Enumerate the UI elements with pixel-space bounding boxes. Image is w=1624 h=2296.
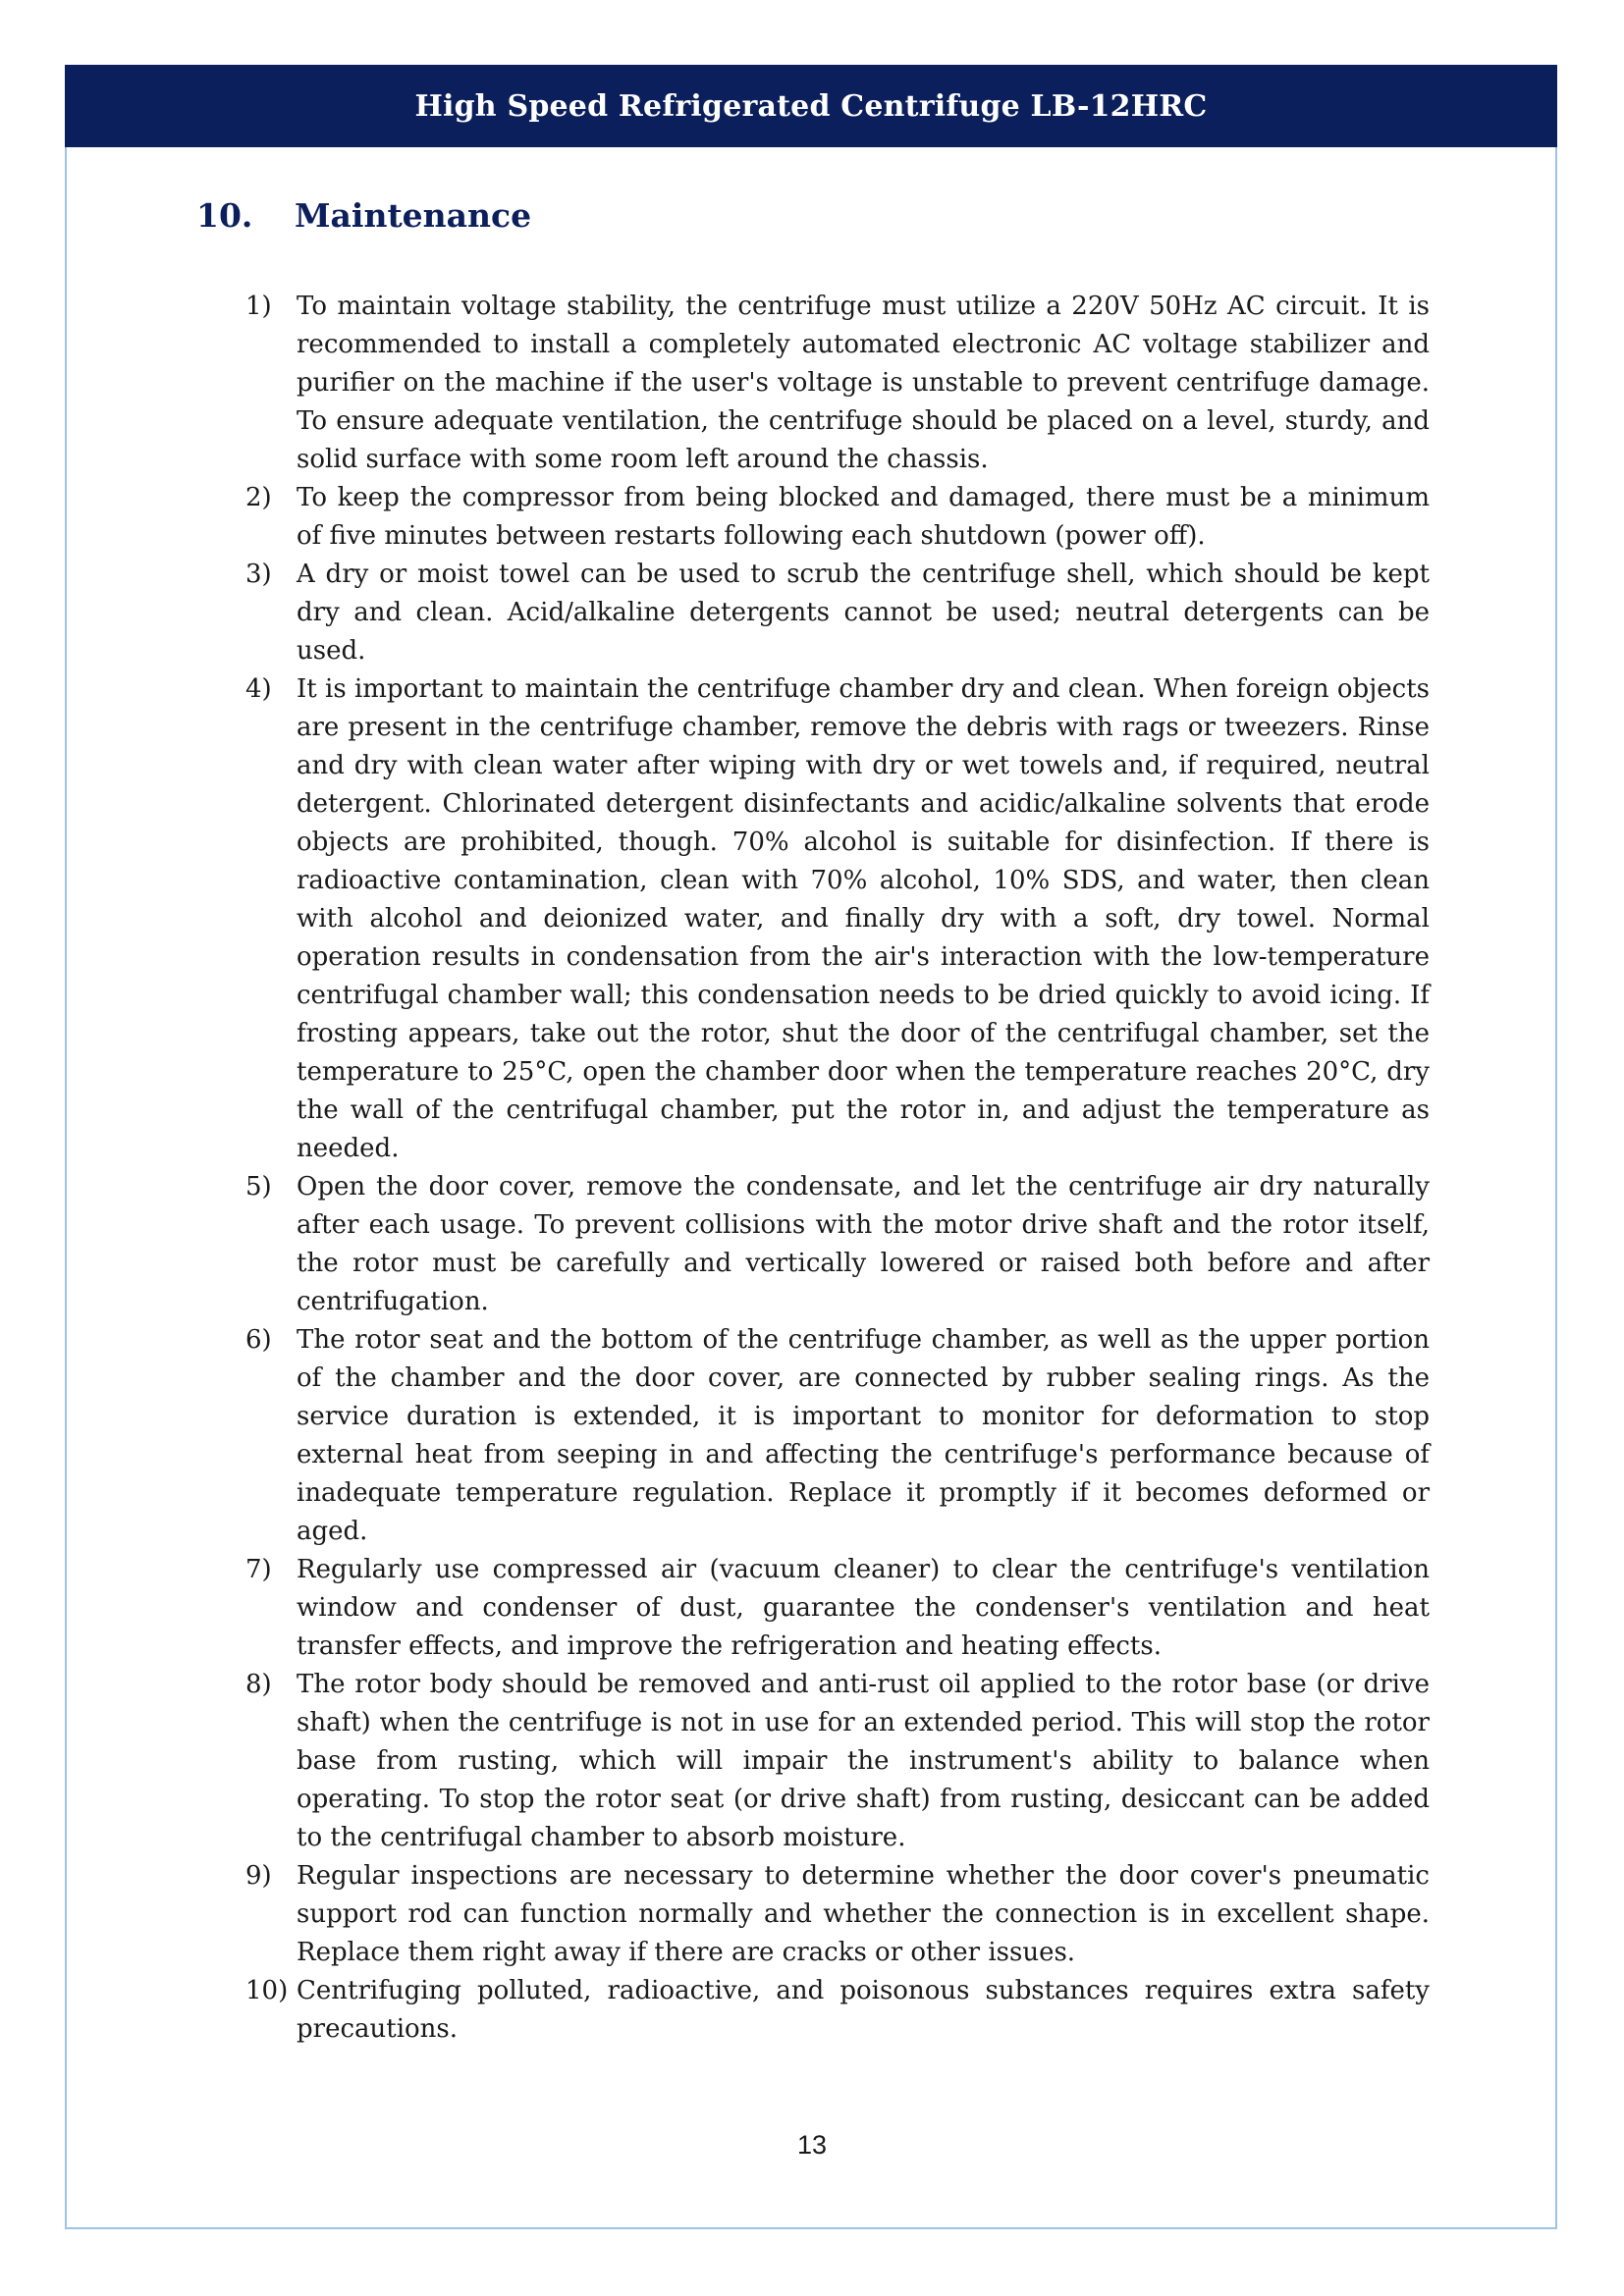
list-item	[245, 1857, 1430, 1972]
list-item	[245, 1972, 1430, 2049]
list-item-text: It is important to maintain the centrifuge chamber dry and clean. When foreign objects are present in the centrifuge chamber, remove the debris with rags or tweezers. Rinse and dry with clean water after wiping with dry or wet towels and, if required, neutral detergent. Chlorinated detergent disinfectants and acidic/alkaline solvents that erode objects are prohibited, though. 70% alcohol is suitable for disinfection. If there is radioactive contamination, clean with 70% alcohol, 10% SDS, and water, then clean with alcohol and deionized water, and finally dry with a soft, dry towel. Normal operation results in condensation from the air's interaction with the low-temperature centrifugal chamber wall; this condensation needs to be dried quickly to avoid icing. If frosting appears, take out the rotor, shut the door of the centrifugal chamber, set the temperature to 25°C, open the chamber door when the temperature reaches 20°C, dry the wall of the centrifugal chamber, put the rotor in, and adjust the temperature as needed.	[297, 674, 1430, 1163]
list-item	[245, 556, 1430, 670]
list-item-number: 4)	[245, 674, 272, 704]
document-title: High Speed Refrigerated Centrifuge LB-12HRC	[414, 88, 1208, 124]
page-number: 13	[796, 2130, 828, 2160]
list-item	[245, 1551, 1430, 1666]
maintenance-list	[245, 288, 1430, 2049]
list-item-number: 5)	[245, 1172, 272, 1201]
list-item-number: 8)	[245, 1670, 272, 1699]
list-item-number: 1)	[245, 292, 272, 321]
list-item	[245, 479, 1430, 556]
list-item-number: 10)	[245, 1976, 289, 2005]
list-item-number: 7)	[245, 1555, 272, 1584]
list-item-number: 2)	[245, 483, 272, 512]
section-title: Maintenance	[295, 196, 532, 235]
document-header	[65, 65, 1557, 147]
list-item-text: The rotor seat and the bottom of the centrifuge chamber, as well as the upper portion of the chamber and the door cover, are connected by rubber sealing rings. As the service duration is extended, it is important to monitor for deformation to stop external heat from seeping in and affecting the centrifuge's performance because of inadequate temperature regulation. Replace it promptly if it becomes deformed or aged.	[297, 1325, 1430, 1546]
list-item	[245, 1321, 1430, 1551]
list-item-text: To keep the compressor from being blocked and damaged, there must be a minimum of five minutes between restarts following each shutdown (power off).	[297, 483, 1430, 551]
list-item-text: To maintain voltage stability, the centrifuge must utilize a 220V 50Hz AC circuit. It is recommended to install a completely automated electronic AC voltage stabilizer and purifier on the machine if the user's voltage is unstable to prevent centrifuge damage. To ensure adequate ventilation, the centrifuge should be placed on a level, sturdy, and solid surface with some room left around the chassis.	[297, 292, 1430, 474]
list-item-number: 6)	[245, 1325, 272, 1355]
list-item	[245, 1168, 1430, 1321]
section-heading	[196, 196, 531, 235]
list-item-number: 3)	[245, 560, 272, 589]
section-number: 10.	[196, 196, 253, 235]
list-item	[245, 288, 1430, 479]
list-item-text: The rotor body should be removed and anti-rust oil applied to the rotor base (or drive shaft) when the centrifuge is not in use for an extended period. This will stop the rotor base from rusting, which will impair the instrument's ability to balance when operating. To stop the rotor seat (or drive shaft) from rusting, desiccant can be added to the centrifugal chamber to absorb moisture.	[297, 1670, 1430, 1852]
list-item-text: A dry or moist towel can be used to scrub the centrifuge shell, which should be kept dry and clean. Acid/alkaline detergents cannot be used; neutral detergents can be used.	[297, 560, 1430, 666]
list-item	[245, 1666, 1430, 1857]
list-item-number: 9)	[245, 1861, 272, 1891]
list-item	[245, 670, 1430, 1168]
list-item-text: Open the door cover, remove the condensate, and let the centrifuge air dry naturally after each usage. To prevent collisions with the motor drive shaft and the rotor itself, the rotor must be carefully and vertically lowered or raised both before and after centrifugation.	[297, 1172, 1430, 1316]
list-item-text: Regular inspections are necessary to determine whether the door cover's pneumatic support rod can function normally and whether the connection is in excellent shape. Replace them right away if there are cracks or other issues.	[297, 1861, 1430, 1967]
list-item-text: Centrifuging polluted, radioactive, and poisonous substances requires extra safety precautions.	[297, 1976, 1430, 2044]
list-item-text: Regularly use compressed air (vacuum cleaner) to clear the centrifuge's ventilation window and condenser of dust, guarantee the condenser's ventilation and heat transfer effects, and improve the refrigeration and heating effects.	[297, 1555, 1430, 1661]
